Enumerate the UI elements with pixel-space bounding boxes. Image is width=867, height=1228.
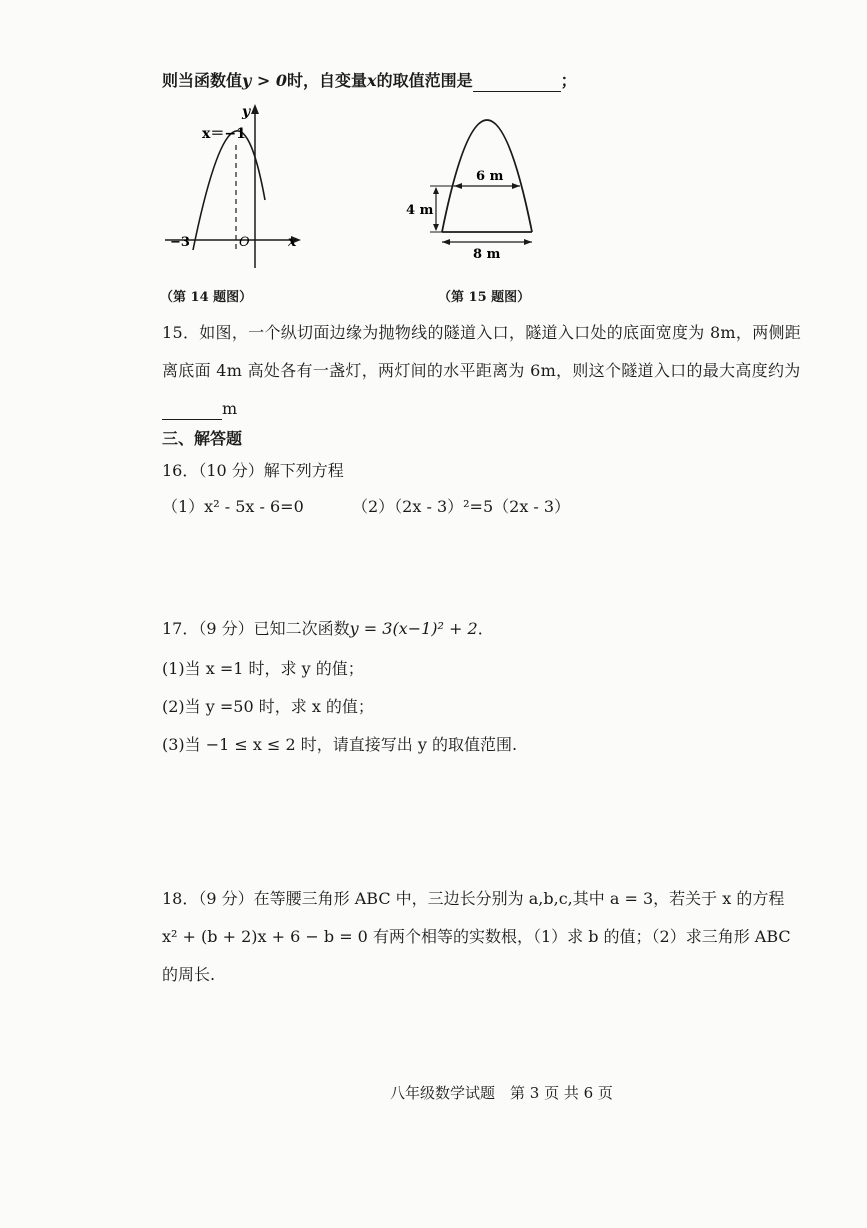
q14-condition-line [162,70,577,92]
fig15-lamp-height-label: 4 m [406,203,434,218]
fig15-lamp-span-label: 6 m [476,169,504,184]
page-footer: 八年级数学试题 第 3 页 共 6 页 [390,1084,613,1102]
q14-answer-blank[interactable] [473,73,561,92]
figure-14-graph [160,100,320,275]
q15-answer-line [162,398,237,420]
fig14-caption: （第 14 题图） [160,290,253,305]
fig14-axis-x-label: x [288,234,297,250]
q17-title-text: 17．（9 分）已知二次函数 [162,619,350,638]
q17-part-3: (3)当 −1 ≤ x ≤ 2 时，请直接写出 y 的取值范围. [162,735,518,754]
fig14-axis-y-label: y [242,104,251,120]
q18-line-3: 的周长. [162,965,216,984]
q16-part-2: （2）（2x - 3）²=5（2x - 3） [352,497,571,516]
q14-text-c: 的取值范围是 [376,71,473,90]
q14-math-b: x [367,71,377,90]
section-3-title: 三、解答题 [162,429,243,448]
q14-end: ； [560,71,577,90]
fig14-axis-of-symmetry-label: x＝−1 [202,126,246,142]
fig14-origin-label: O [239,235,250,250]
q16-title: 16．（10 分）解下列方程 [162,461,344,480]
fig15-base-width-label: 8 m [473,247,501,262]
q17-title [162,618,494,640]
q14-math-a: y > 0 [242,71,287,90]
q18-line-1: 18．（9 分）在等腰三角形 ABC 中，三边长分别为 a,b,c,其中 a = 3，若关于 x 的方程 [162,889,785,908]
q18-line-2: x² + (b + 2)x + 6 − b = 0 有两个相等的实数根，（1）求 b 的值；（2）求三角形 ABC [162,927,791,946]
q15-unit: m [222,399,238,418]
fig14-x-intercept-label: −3 [170,235,190,250]
q17-part-2: (2)当 y =50 时，求 x 的值； [162,697,374,716]
q15-line-2: 离底面 4m 高处各有一盏灯，两灯间的水平距离为 6m，则这个隧道入口的最大高度约为 [162,361,801,380]
q17-title-math: y = 3(x−1)² + 2 [349,619,478,638]
q14-text-a: 则当函数值 [162,71,243,90]
q17-part-1: (1)当 x =1 时，求 y 的值； [162,659,364,678]
q15-line-1: 15．如图，一个纵切面边缘为抛物线的隧道入口，隧道入口处的底面宽度为 8m，两侧距 [162,323,802,342]
q17-title-end: ． [477,619,494,638]
q14-text-b: 时，自变量 [287,71,368,90]
figure-15-tunnel [400,108,550,268]
q16-part-1: （1）x² - 5x - 6=0 [162,497,304,516]
fig15-caption: （第 15 题图） [438,290,531,305]
q15-answer-blank[interactable] [162,401,222,420]
